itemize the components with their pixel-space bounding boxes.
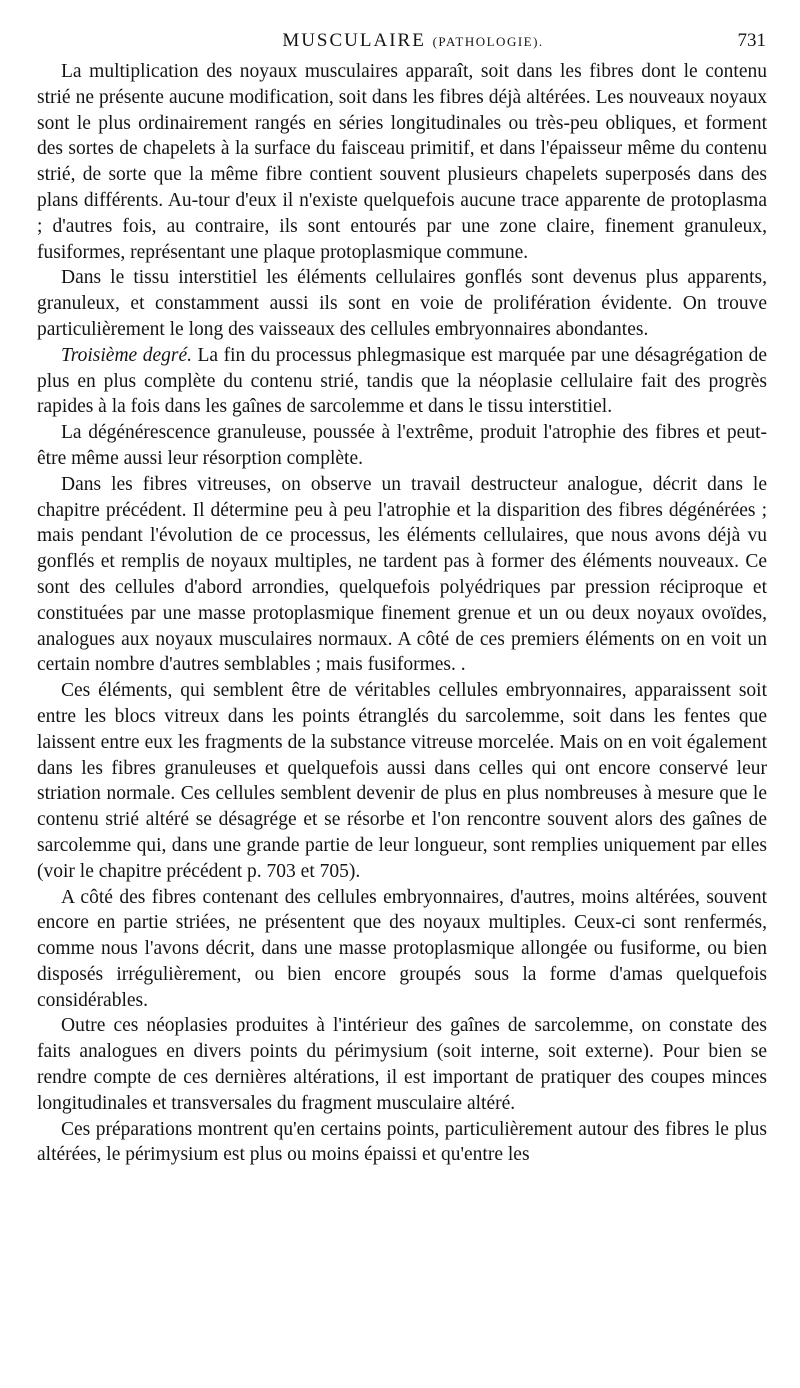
paragraph-9: [37, 1117, 767, 1169]
paragraph-2: [37, 265, 767, 342]
paragraph-7-text: A côté des fibres contenant des cellules embryonnaires, d'autres, moins altérées, souvent encore en partie striées, ne présentent que des noyaux multiples. Ceux-ci sont renfermés, comme nous l'avons décrit, dans une masse protoplasmique allongée ou fusiforme, ou bien disposés irrégulièrement, ou bien encore groupés sous la forme d'amas quelquefois considérables.: [37, 886, 767, 1011]
paragraph-9-text: Ces préparations montrent qu'en certains points, particulièrement autour des fibres le plus altérées, le périmysium est plus ou moins épaissi et qu'entre les: [37, 1118, 767, 1166]
paragraph-1: [37, 59, 767, 265]
running-title: [60, 26, 766, 57]
running-title-subtitle: (PATHOLOGIE).: [432, 34, 544, 49]
paragraph-5: [37, 472, 767, 678]
paragraph-3: [37, 343, 767, 420]
paragraph-8-text: Outre ces néoplasies produites à l'intérieur des gaînes de sarcolemme, on constate des faits analogues en divers points du périmysium (soit interne, soit externe). Pour bien se rendre compte de ces dernières altérations, il est important de pratiquer des coupes minces longitudinales et transversales du fragment musculaire altéré.: [37, 1015, 767, 1114]
running-title-main: MUSCULAIRE: [282, 30, 426, 51]
paragraph-2-text: Dans le tissu interstitiel les éléments cellulaires gonflés sont devenus plus apparents, granuleux, et constamment aussi ils sont en voie de prolifération évidente. On trouve particulièrement le long des vaisseaux des cellules embryonnaires abondantes.: [37, 267, 767, 340]
paragraph-6-text: Ces éléments, qui semblent être de véritables cellules embryonnaires, apparaissent soit entre les blocs vitreux dans les points étranglés du sarcolemme, soit dans les fentes que laissent entre eux les fragments de la substance vitreuse morcelée. Mais on en voit également dans les fibres granuleuses et quelquefois aussi dans celles qui ont encore conservé leur striation normale. Ces cellules semblent devenir de plus en plus nombreuses à mesure que le contenu strié altéré se désagrége et se résorbe et l'on rencontre souvent alors des gaînes de sarcolemme qui, dans une grande partie de leur longueur, sont remplies uniquement par elles (voir le chapitre précédent p. 703 et 705).: [37, 680, 767, 882]
page-number: 731: [737, 30, 766, 51]
section-heading-troisieme-degre: Troisième degré.: [61, 344, 192, 366]
paragraph-6: [37, 678, 767, 884]
paragraph-5-text: Dans les fibres vitreuses, on observe un travail destructeur analogue, décrit dans le chapitre précédent. Il détermine peu à peu l'atrophie et la disparition des fibres dégénérées ; mais pendant l'évolution de ce processus, les éléments cellulaires, que nous avons déjà vu gonflés et remplis de noyaux multiples, ne tardent pas à former des éléments nouveaux. Ce sont des cellules d'abord arrondies, quelquefois polyédriques par pression réciproque et constituées par une masse protoplasmique finement grenue et un ou deux noyaux ovoïdes, analogues aux noyaux musculaires normaux. A côté de ces premiers éléments on en voit un certain nombre d'autres semblables ; mais fusiformes. .: [37, 473, 767, 676]
paragraph-7: [37, 885, 767, 1014]
paragraph-1-text: La multiplication des noyaux musculaires apparaît, soit dans les fibres dont le contenu strié ne présente aucune modification, soit dans les fibres déjà altérées. Les nouveaux noyaux sont le plus ordinairement rangés en séries longitudinales ou très-peu obliques, et forment des sortes de chapelets à la surface du faisceau primitif, et dans l'épaisseur même du contenu strié, de sorte que la même fibre contient souvent plusieurs chapelets superposés dans des plans différents. Au-tour d'eux il n'existe quelquefois aucune trace apparente de protoplasma ; d'autres fois, au contraire, ils sont entourés par une zone claire, finement granuleux, fusiformes, représentant une plaque protoplasmique commune.: [37, 61, 767, 263]
paragraph-4-text: La dégénérescence granuleuse, poussée à l'extrême, produit l'atrophie des fibres et peut-être même aussi leur résorption complète.: [37, 422, 767, 469]
body-text: [37, 59, 767, 1168]
running-head: [60, 26, 766, 56]
paragraph-3-text: La fin du processus phlegmasique est marquée par une désagrégation de plus en plus complète du contenu strié, tandis que la néoplasie cellulaire fait des progrès rapides à la fois dans les gaînes de sarcolemme et dans le tissu interstitiel.: [37, 344, 768, 418]
paragraph-4: [37, 420, 767, 472]
paragraph-8: [37, 1013, 767, 1116]
